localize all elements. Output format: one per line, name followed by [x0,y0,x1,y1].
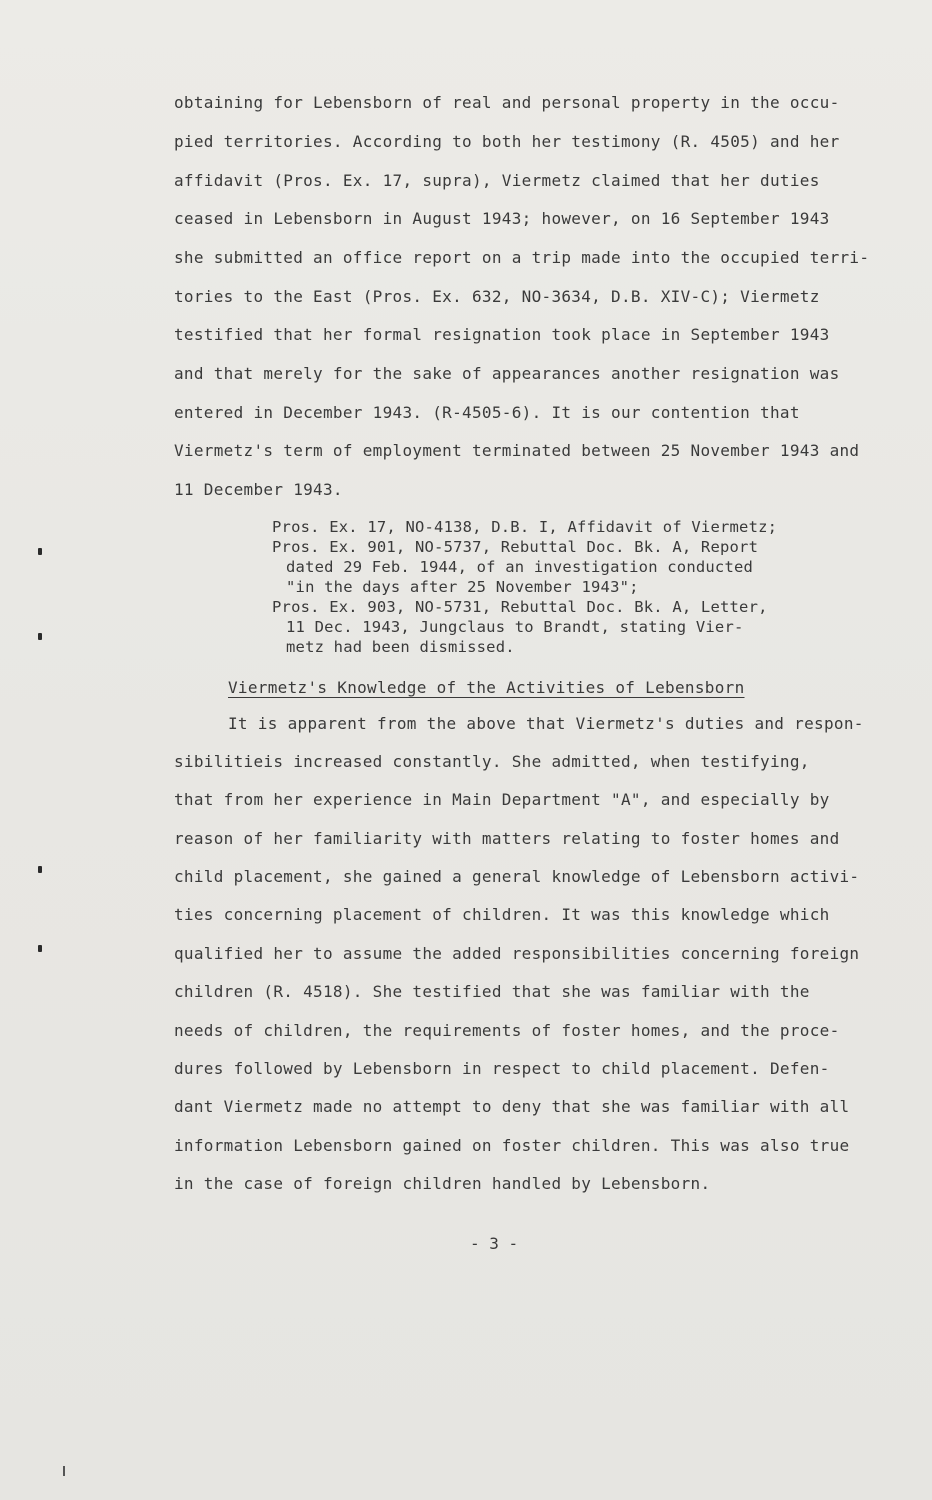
text-line: It is apparent from the above that Viermetz's duties and respon- [228,714,864,733]
citation-line: metz had been dismissed. [286,638,515,656]
text-line: child placement, she gained a general knowledge of Lebensborn activi- [174,867,860,886]
text-line: obtaining for Lebensborn of real and personal property in the occu- [174,93,840,112]
text-line: 11 December 1943. [174,480,343,499]
text-line: children (R. 4518). She testified that she was familiar with the [174,982,810,1001]
text-line: needs of children, the requirements of foster homes, and the proce- [174,1021,840,1040]
text-line: information Lebensborn gained on foster children. This was also true [174,1136,850,1155]
text-line: tories to the East (Pros. Ex. 632, NO-3634, D.B. XIV-C); Viermetz [174,287,820,306]
text-line: ceased in Lebensborn in August 1943; however, on 16 September 1943 [174,209,830,228]
margin-mark [38,548,42,555]
text-line: testified that her formal resignation took place in September 1943 [174,325,830,344]
text-line: qualified her to assume the added responsibilities concerning foreign [174,944,860,963]
citation-line: dated 29 Feb. 1944, of an investigation conducted [286,558,754,576]
citation-line: 11 Dec. 1943, Jungclaus to Brandt, stating Vier- [286,618,744,636]
text-line: sibilitieis increased constantly. She admitted, when testifying, [174,752,810,771]
margin-mark [38,866,42,873]
text-line: dures followed by Lebensborn in respect to child placement. Defen- [174,1059,830,1078]
text-line: entered in December 1943. (R-4505-6). It is our contention that [174,403,800,422]
citation-line: Pros. Ex. 901, NO-5737, Rebuttal Doc. Bk. A, Report [272,538,759,556]
text-line: that from her experience in Main Department "A", and especially by [174,790,830,809]
margin-mark [38,633,42,640]
citation-line: "in the days after 25 November 1943"; [286,578,639,596]
text-line: pied territories. According to both her testimony (R. 4505) and her [174,132,840,151]
text-line: dant Viermetz made no attempt to deny that she was familiar with all [174,1097,850,1116]
text-line: in the case of foreign children handled by Lebensborn. [174,1174,711,1193]
citation-line: Pros. Ex. 17, NO-4138, D.B. I, Affidavit of Viermetz; [272,518,778,536]
citation-line: Pros. Ex. 903, NO-5731, Rebuttal Doc. Bk. A, Letter, [272,598,768,616]
margin-mark [63,1466,65,1476]
section-heading: Viermetz's Knowledge of the Activities of Lebensborn [228,678,745,697]
text-line: she submitted an office report on a trip made into the occupied terri- [174,248,870,267]
text-line: and that merely for the sake of appearances another resignation was [174,364,840,383]
text-line: affidavit (Pros. Ex. 17, supra), Viermetz claimed that her duties [174,171,820,190]
margin-mark [38,945,42,952]
text-line: Viermetz's term of employment terminated between 25 November 1943 and [174,441,860,460]
text-line: ties concerning placement of children. It was this knowledge which [174,905,830,924]
text-line: reason of her familiarity with matters relating to foster homes and [174,829,840,848]
page-number: - 3 - [470,1234,519,1253]
